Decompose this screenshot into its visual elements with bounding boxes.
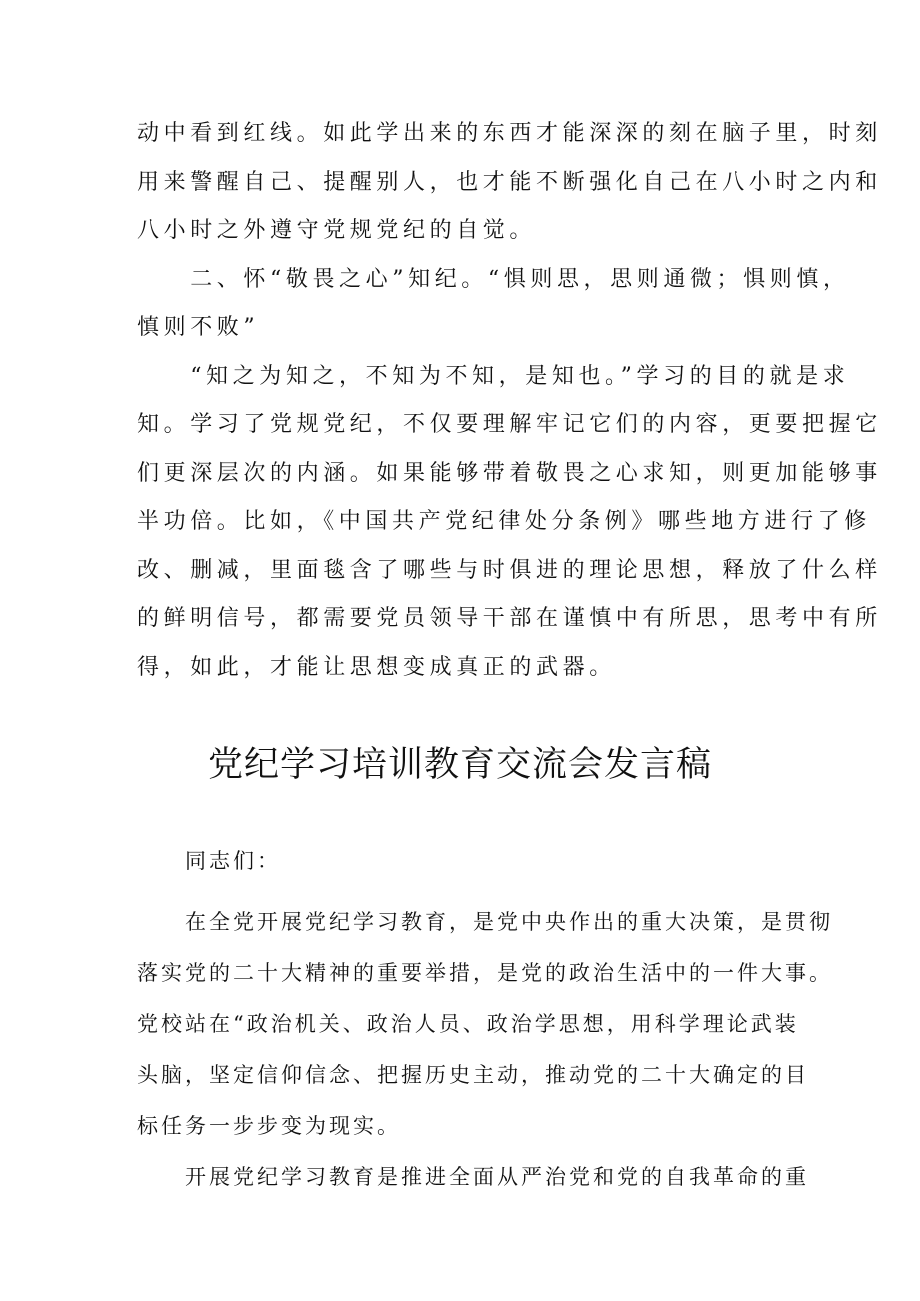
spacer <box>137 887 807 897</box>
text-line: 半功倍。比如，《中国共产党纪律处分条例》哪些地方进行了修 <box>137 509 871 534</box>
text-line: 头脑，坚定信仰信念、把握历史主动，推动党的二十大确定的目 <box>137 1063 809 1087</box>
speech-body-text <box>137 836 833 1203</box>
text-line: 八小时之外遵守党规党纪的自觉。 <box>137 218 537 243</box>
text-line: 知。学习了党规党纪，不仅要理解牢记它们的内容，更要把握它 <box>137 412 882 437</box>
document-title: 党纪学习培训教育交流会发言稿 <box>207 745 712 785</box>
text-line: 党校站在“政治机关、政治人员、政治学思想，用科学理论武装 <box>137 1012 799 1036</box>
text-line: 用来警醒自己、提醒别人，也才能不断强化自己在八小时之内和 <box>137 169 882 195</box>
body-text-continuation <box>137 110 882 692</box>
section-heading-line: 慎则不败” <box>137 315 260 340</box>
text-line: 们更深层次的内涵。如果能够带着敬畏之心求知，则更加能够事 <box>137 460 882 486</box>
greeting-line: 同志们： <box>137 849 281 873</box>
text-line: 得，如此，才能让思想变成真正的武器。 <box>137 654 616 680</box>
text-line: 落实党的二十大精神的重要举措，是党的政治生活中的一件大事。 <box>137 961 833 985</box>
text-line: “知之为知之，不知为不知，是知也。”学习的目的就是求 <box>137 363 850 389</box>
text-line: 动中看到红线。如此学出来的东西才能深深的刻在脑子里，时刻 <box>137 121 882 146</box>
text-line: 改、删减，里面毯含了哪些与时俱进的理论思想，释放了什么样 <box>137 557 882 583</box>
text-line: 开展党纪学习教育是推进全面从严治党和党的自我革命的重 <box>137 1165 809 1189</box>
text-line: 在全党开展党纪学习教育，是党中央作出的重大决策，是贯彻 <box>137 910 833 934</box>
text-line: 标任务一步步变为现实。 <box>137 1114 401 1138</box>
section-heading-line: 二、怀“敬畏之心”知纪。“惧则思，思则通微；惧则慎， <box>137 266 850 292</box>
text-line: 的鲜明信号，都需要党员领导干部在谨慎中有所思，思考中有所 <box>137 606 882 631</box>
